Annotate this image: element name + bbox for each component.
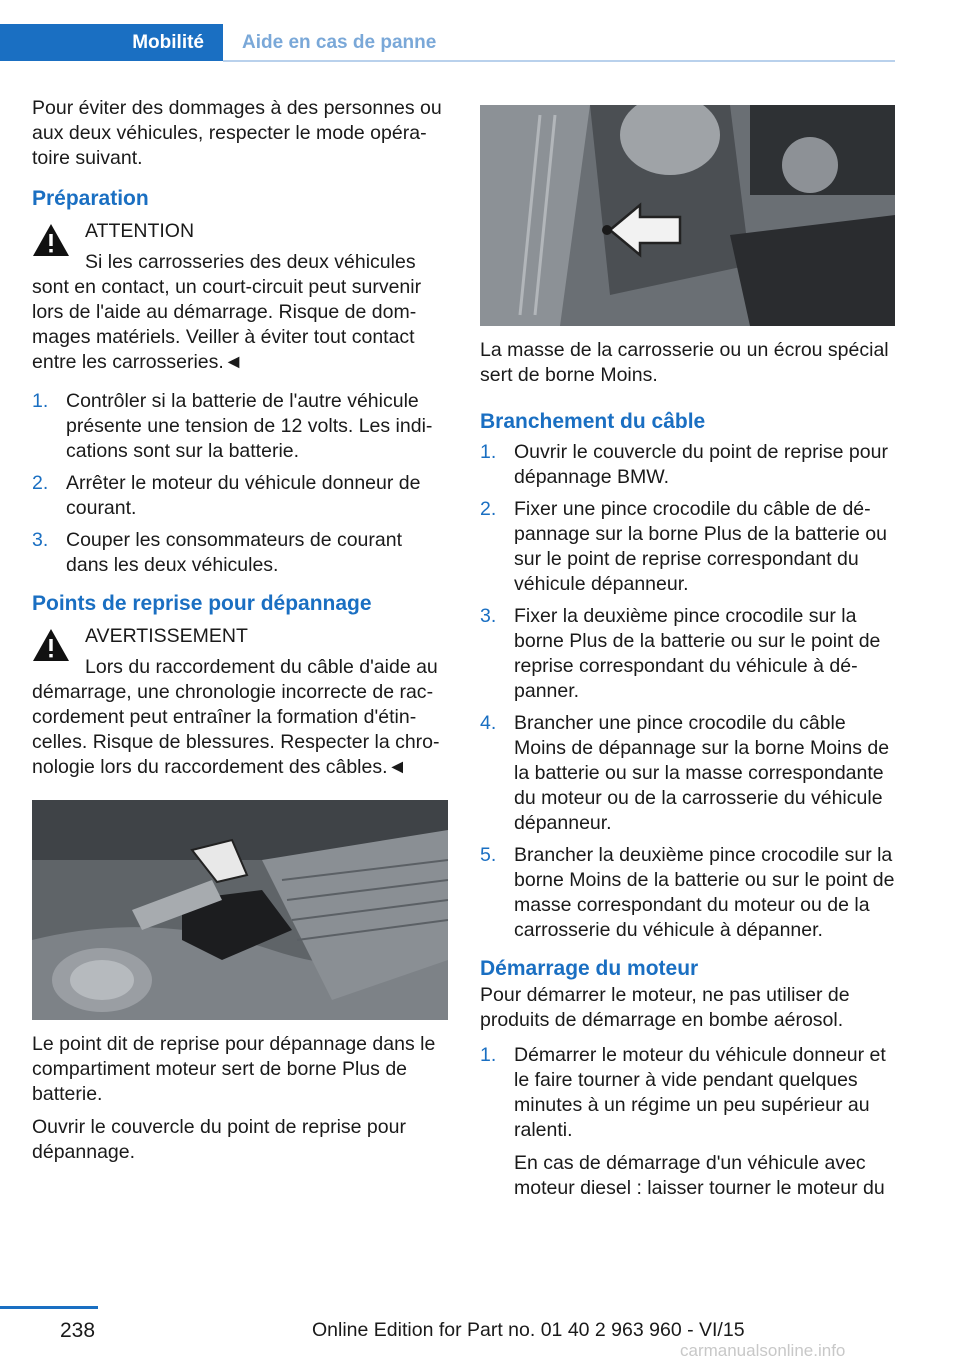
warning-triangle-icon: [32, 628, 70, 662]
page-number: 238: [60, 1319, 96, 1342]
footer-rule: [0, 1306, 98, 1309]
list-item: [480, 604, 896, 704]
step-text: Arrêter le moteur du véhicule donneur de courant.: [66, 472, 421, 519]
step-text: Démarrer le moteur du véhicule donneur et le faire tourner à vide pendant quelques minutes à un régime un peu supérieur au ralenti.: [514, 1044, 886, 1141]
cable-steps: [480, 440, 896, 943]
step-number: 2.: [32, 472, 49, 494]
list-item: [480, 440, 896, 490]
step-number: 1.: [480, 1044, 497, 1066]
step-text: Fixer une pince crocodile du câble de dépannage sur la borne Plus de la batterie ou sur le point de reprise correspondant du véhicule dépanneur.: [514, 498, 887, 595]
step-text: Brancher la deuxième pince crocodile sur la borne Moins de la batterie ou sur le point de masse correspondant du moteur ou de la carrosserie du véhicule à dépanner.: [514, 844, 895, 941]
warning-text: [32, 250, 448, 375]
step-number: 5.: [480, 844, 497, 866]
list-item: [480, 711, 896, 836]
header-rule: [223, 60, 895, 62]
intro-paragraph: Pour éviter des dommages à des personnes ou aux deux véhicules, respecter le mode opératoire suivant.: [32, 97, 442, 169]
warning-title: AVERTISSEMENT: [85, 625, 248, 647]
preparation-steps: [32, 389, 448, 578]
step-text: Couper les consommateurs de courant dans les deux véhicules.: [66, 529, 403, 576]
heading-preparation: Préparation: [32, 187, 149, 210]
step-text: Ouvrir le couvercle du point de reprise pour dépannage BMW.: [514, 441, 888, 488]
engine-bay-photo-plus-terminal: [32, 800, 448, 1020]
watermark: carmanualsonline.info: [680, 1341, 846, 1360]
step-number: 4.: [480, 712, 497, 734]
step-subtext: En cas de démarrage d'un véhicule avec moteur diesel : laisser tourner le moteur du: [514, 1152, 885, 1199]
step-text: Brancher une pince crocodile du câble Moins de dépannage sur la borne Moins de la batterie ou sur la masse correspondante du moteur ou de la carrosserie du véhicule dépanneur.: [514, 712, 890, 834]
step-number: 1.: [32, 390, 49, 412]
step-number: 3.: [32, 529, 49, 551]
tab-aide-en-cas-de-panne[interactable]: Aide en cas de panne: [242, 32, 437, 53]
warning-attention: [32, 219, 448, 375]
left-column: [32, 96, 448, 1173]
step-number: 2.: [480, 498, 497, 520]
warning-avertissement: [32, 624, 448, 780]
list-item: [480, 497, 896, 597]
warning-title: ATTENTION: [85, 220, 195, 242]
heading-branchement: Branchement du câble: [480, 410, 706, 433]
list-item: [480, 843, 896, 943]
engine-bay-photo-minus-terminal: [480, 105, 895, 326]
header-bar: [0, 24, 895, 62]
step-number: 1.: [480, 441, 497, 463]
step-text: Contrôler si la batterie de l'autre véhicule présente une tension de 12 volts. Les indications sont sur la batterie.: [66, 390, 433, 462]
warning-triangle-icon: [32, 223, 70, 257]
caption-minus-terminal: La masse de la carrosserie ou un écrou spécial sert de borne Moins.: [480, 339, 889, 386]
list-item: [480, 1043, 896, 1201]
tab-mobilite[interactable]: Mobilité: [0, 24, 223, 61]
step-text: Fixer la deuxième pince crocodile sur la borne Plus de la batterie ou sur le point de reprise correspondant du véhicule à dépanner.: [514, 605, 881, 702]
heading-demarrage: Démarrage du moteur: [480, 957, 699, 980]
right-column: [480, 105, 896, 1208]
demarrage-intro: Pour démarrer le moteur, ne pas utiliser de produits de démarrage en bombe aérosol.: [480, 984, 850, 1031]
warning-text: [32, 655, 448, 780]
edition-note: Online Edition for Part no. 01 40 2 963 960 - VI/15: [312, 1319, 745, 1341]
step-number: 3.: [480, 605, 497, 627]
warning-body: Si les carrosseries des deux véhicules sont en contact, un court-circuit peut survenir lors de l'aide au démarrage. Risque de dommages matériels. Veiller à éviter tout contact entre les carrosseries.◄: [32, 251, 422, 373]
start-steps: [480, 1043, 896, 1201]
caption-open-cover: Ouvrir le couvercle du point de reprise pour dépannage.: [32, 1116, 406, 1163]
caption-plus-terminal: Le point dit de reprise pour dépannage dans le compartiment moteur sert de borne Plus de batterie.: [32, 1033, 436, 1105]
list-item: [32, 471, 448, 521]
warning-body: Lors du raccordement du câble d'aide au démarrage, une chronologie incorrecte de raccordement peut entraîner la formation d'étincelles. Risque de blessures. Respecter la chronologie lors du raccordement des câbles.◄: [32, 656, 440, 778]
list-item: [32, 528, 448, 578]
heading-points-de-reprise: Points de reprise pour dépannage: [32, 592, 372, 615]
list-item: [32, 389, 448, 464]
